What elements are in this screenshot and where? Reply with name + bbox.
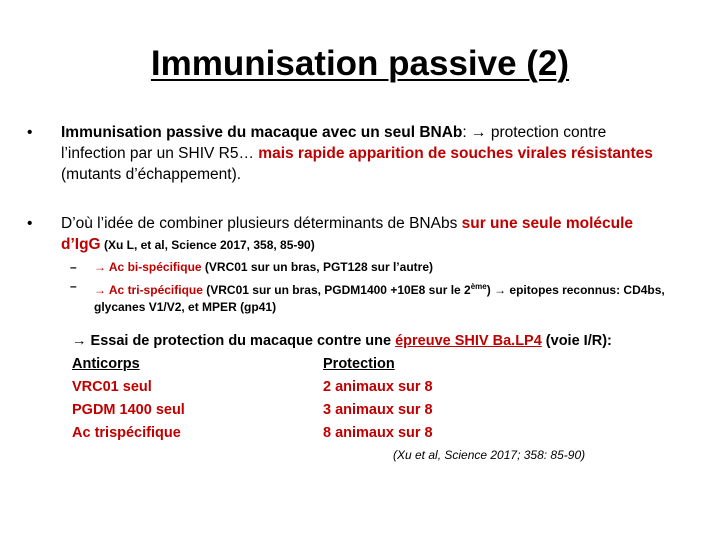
essay-challenge: épreuve SHIV Ba.LP4 (395, 333, 542, 349)
bullet-1-red-text: mais rapide apparition de souches virales résistantes (258, 145, 653, 162)
table-cell: VRC01 seul (72, 379, 152, 395)
table-cell: Ac trispécifique (72, 425, 181, 441)
sub-2-sup: ème (470, 282, 487, 291)
essay-part3: (voie I/R): (541, 333, 612, 349)
bullet-1-part2: : → protection contre l’infection par un SHIV R5… (61, 124, 607, 162)
bullet-2-text (61, 213, 671, 256)
table-cell: PGDM 1400 seul (72, 402, 185, 418)
bullet-2-part1: D’où l’idée de combiner plusieurs déterminants de BNAbs (61, 215, 462, 232)
header-anticorps: Anticorps (72, 356, 140, 372)
essay-part1: → Essai de protection du macaque contre une (72, 333, 396, 349)
sub-1-label: Ac bi-spécifique (108, 260, 202, 274)
header-protection: Protection (323, 356, 395, 372)
bullet-dot: • (27, 124, 33, 141)
table-cell: 8 animaux sur 8 (323, 425, 433, 441)
bullet-1-text (61, 122, 671, 185)
arrow-icon: → (94, 260, 109, 274)
table-cell: 2 animaux sur 8 (323, 379, 433, 395)
bullet-1-part1: Immunisation passive du macaque avec un seul BNAb (61, 124, 463, 141)
slide-title: Immunisation passive (2) (150, 44, 570, 83)
essay-line (72, 333, 612, 349)
sub-dash: – (70, 279, 77, 293)
sub-2-text: (VRC01 sur un bras, PGDM1400 +10E8 sur le 2 (202, 283, 471, 297)
sub-2-text2: ) → epitopes reconnus: CD4bs, glycanes V1/V2, et MPER (gp41) (94, 283, 665, 314)
sub-2-label: Ac tri-spécifique (108, 283, 203, 297)
arrow-icon: → (94, 283, 109, 297)
bullet-2-red-text: sur une seule molécule d’IgG (61, 215, 634, 253)
sub-1-text: (VRC01 sur un bras, PGT128 sur l’autre) (201, 260, 433, 274)
bullet-dot: • (27, 215, 33, 232)
sub-dash: – (70, 260, 77, 274)
reference: (Xu et al, Science 2017; 358: 85-90) (393, 448, 586, 462)
table-cell: 3 animaux sur 8 (323, 402, 433, 418)
bullet-2-reference: (Xu L, et al, Science 2017, 358, 85-90) (100, 238, 315, 252)
bullet-1-part4: (mutants d’échappement). (61, 166, 242, 183)
